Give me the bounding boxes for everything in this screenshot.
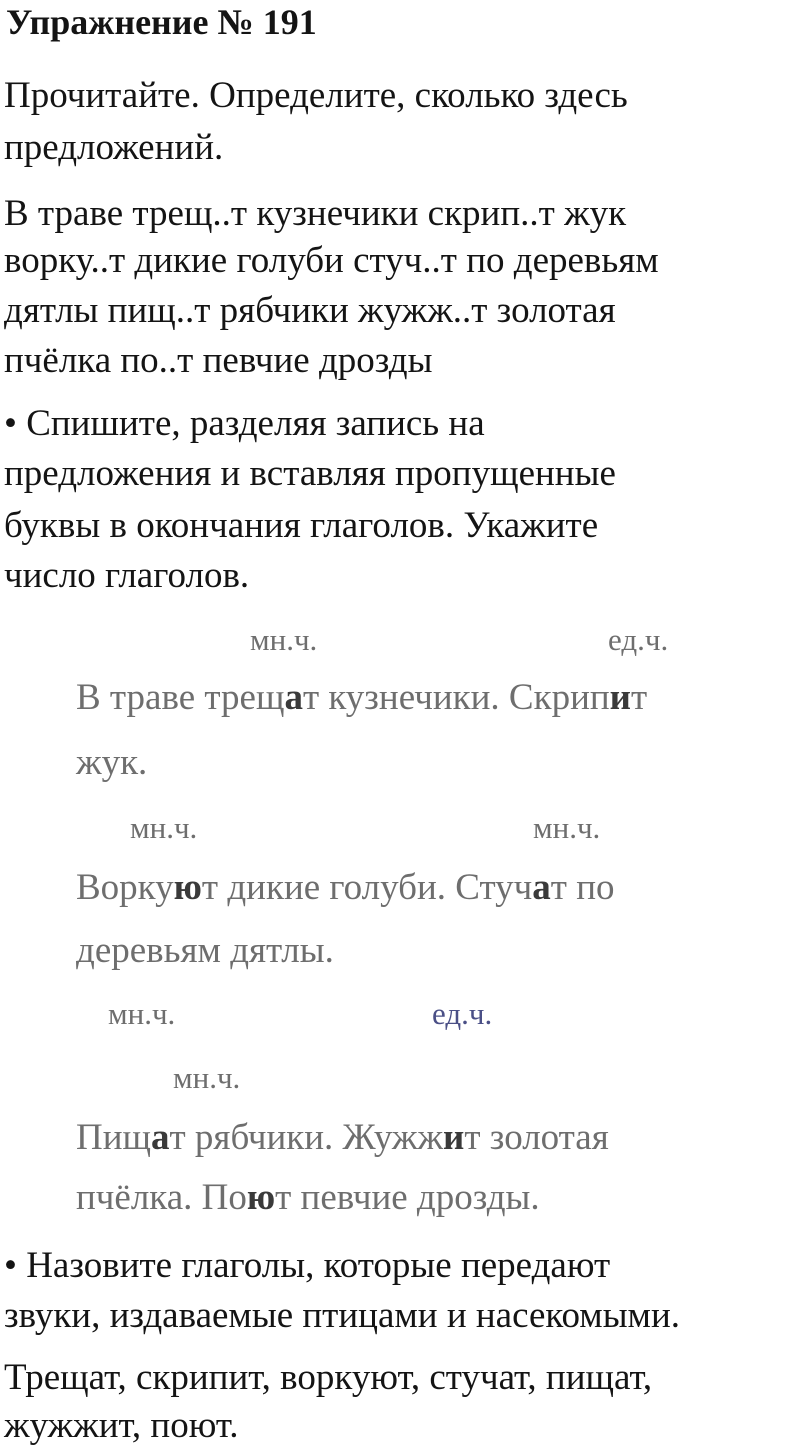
number-label: мн.ч. bbox=[130, 810, 198, 845]
answer-text: Пищ bbox=[76, 1117, 152, 1158]
number-label: мн.ч. bbox=[173, 1060, 241, 1095]
instruction-line: предложений. bbox=[4, 127, 224, 168]
ending-letter: ю bbox=[246, 1177, 276, 1218]
answer2-line: Трещат, скрипит, воркуют, стучат, пищат, bbox=[4, 1357, 653, 1398]
task-line: число глаголов. bbox=[4, 555, 250, 596]
answer-line bbox=[76, 672, 647, 724]
answer-text: В траве трещ bbox=[76, 677, 285, 718]
number-label: мн.ч. bbox=[250, 622, 318, 657]
answer-text: т рябчики. Жужж bbox=[169, 1117, 444, 1158]
answer-text: т bbox=[631, 677, 648, 718]
answer-text: т дикие голуби. Стуч bbox=[201, 867, 533, 908]
answer-line bbox=[76, 1112, 609, 1164]
passage-line: В траве трещ..т кузнечики скрип..т жук bbox=[4, 193, 627, 234]
ending-letter: ю bbox=[173, 867, 202, 908]
ending-letter: а bbox=[532, 867, 551, 908]
ending-letter: а bbox=[284, 677, 303, 718]
number-label: ед.ч. bbox=[608, 622, 669, 657]
answer-line bbox=[76, 1172, 540, 1224]
answer-text: т кузнечики. Скрип bbox=[302, 677, 610, 718]
answer-text: Ворку bbox=[76, 867, 174, 908]
ending-letter: и bbox=[609, 677, 631, 718]
answer2-line: жужжит, поют. bbox=[4, 1405, 239, 1446]
number-label: ед.ч. bbox=[432, 996, 493, 1031]
answer-line: деревьям дятлы. bbox=[76, 930, 334, 971]
passage-line: ворку..т дикие голуби стуч..т по деревьям bbox=[4, 240, 659, 281]
exercise-title: Упражнение № 191 bbox=[6, 2, 317, 42]
answer-line bbox=[76, 862, 615, 914]
instruction-line: Прочитайте. Определите, сколько здесь bbox=[4, 75, 628, 116]
answer-line: жук. bbox=[76, 742, 148, 783]
answer-text: т по bbox=[550, 867, 615, 908]
answer-text: пчёлка. По bbox=[76, 1177, 247, 1218]
task-line: • Назовите глаголы, которые передают bbox=[4, 1245, 611, 1286]
task-line: предложения и вставляя пропущенные bbox=[4, 453, 616, 494]
passage-line: пчёлка по..т певчие дрозды bbox=[4, 340, 433, 381]
answer-text: т певчие дрозды. bbox=[275, 1177, 540, 1218]
task-line: • Спишите, разделяя запись на bbox=[4, 403, 485, 444]
answer-text: т золотая bbox=[464, 1117, 609, 1158]
number-label: мн.ч. bbox=[108, 996, 176, 1031]
passage-line: дятлы пищ..т рябчики жужж..т золотая bbox=[4, 290, 616, 331]
task-line: звуки, издаваемые птицами и насекомыми. bbox=[4, 1295, 681, 1336]
task-line: буквы в окончания глаголов. Укажите bbox=[4, 505, 599, 546]
ending-letter: и bbox=[443, 1117, 465, 1158]
ending-letter: а bbox=[151, 1117, 170, 1158]
number-label: мн.ч. bbox=[533, 810, 601, 845]
